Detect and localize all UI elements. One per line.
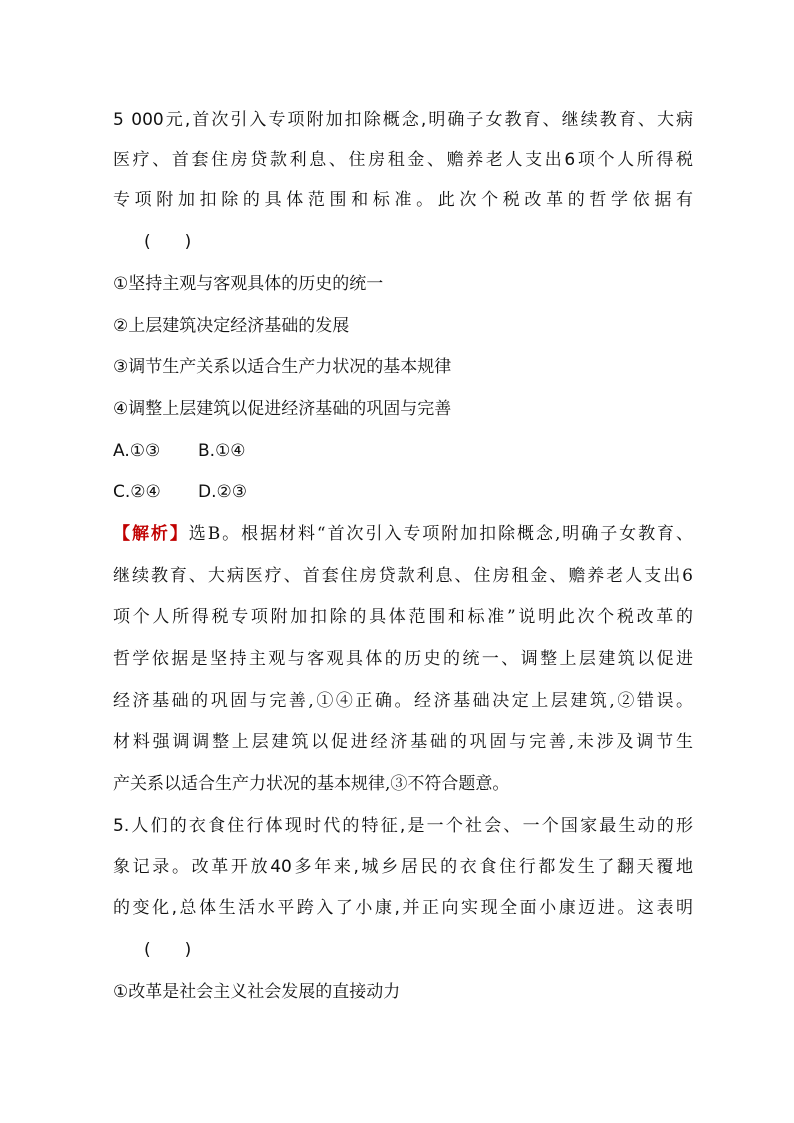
analysis-line-3: 项个人所得税专项附加扣除的具体范围和标准”说明此次个税改革的 xyxy=(113,607,693,627)
q5-stem-line-3: 的变化,总体生活水平跨入了小康,并正向实现全面小康迈进。这表明 xyxy=(113,898,693,918)
analysis-text-1: 选B。根据材料“首次引入专项附加扣除概念,明确子女教育、 xyxy=(188,524,693,544)
q5-stem-line-1: 5.人们的衣食住行体现时代的特征,是一个社会、一个国家最生动的形 xyxy=(113,816,693,836)
q4-stem-line-2: 医疗、首套住房贷款利息、住房租金、赡养老人支出6项个人所得税 xyxy=(113,150,693,170)
analysis-line-1 xyxy=(113,523,693,545)
q4-option-d: D.②③ xyxy=(198,482,247,502)
q4-options-row-1 xyxy=(113,440,693,462)
q4-statement-2: ②上层建筑决定经济基础的发展 xyxy=(113,316,350,336)
analysis-line-2: 继续教育、大病医疗、首套住房贷款利息、住房租金、赡养老人支出6 xyxy=(113,566,693,586)
q4-statement-4: ④调整上层建筑以促进经济基础的巩固与完善 xyxy=(113,399,452,419)
q4-answer-bracket: ( ) xyxy=(144,232,192,252)
analysis-line-6: 材料强调调整上层建筑以促进经济基础的巩固与完善,未涉及调节生 xyxy=(113,732,693,752)
analysis-tag: 【解析】 xyxy=(113,524,189,544)
analysis-line-4: 哲学依据是坚持主观与客观具体的历史的统一、调整上层建筑以促进 xyxy=(113,649,693,669)
q4-option-b: B.①④ xyxy=(198,441,246,461)
q4-statement-3: ③调节生产关系以适合生产力状况的基本规律 xyxy=(113,357,452,377)
q5-stem-line-2: 象记录。改革开放40多年来,城乡居民的衣食住行都发生了翻天覆地 xyxy=(113,857,693,877)
q5-answer-bracket: ( ) xyxy=(144,940,192,960)
q4-options-row-2 xyxy=(113,481,693,503)
q4-option-c: C.②④ xyxy=(113,482,161,502)
analysis-line-7: 产关系以适合生产力状况的基本规律,③不符合题意。 xyxy=(113,774,510,794)
q4-option-a: A.①③ xyxy=(113,441,161,461)
q5-statement-1: ①改革是社会主义社会发展的直接动力 xyxy=(113,982,401,1002)
q4-statement-1: ①坚持主观与客观具体的历史的统一 xyxy=(113,274,384,294)
q4-stem-line-1: 5 000元,首次引入专项附加扣除概念,明确子女教育、继续教育、大病 xyxy=(113,110,693,130)
q4-stem-line-3: 专项附加扣除的具体范围和标准。此次个税改革的哲学依据有 xyxy=(113,190,693,210)
analysis-line-5: 经济基础的巩固与完善,①④正确。经济基础决定上层建筑,②错误。 xyxy=(113,691,693,711)
